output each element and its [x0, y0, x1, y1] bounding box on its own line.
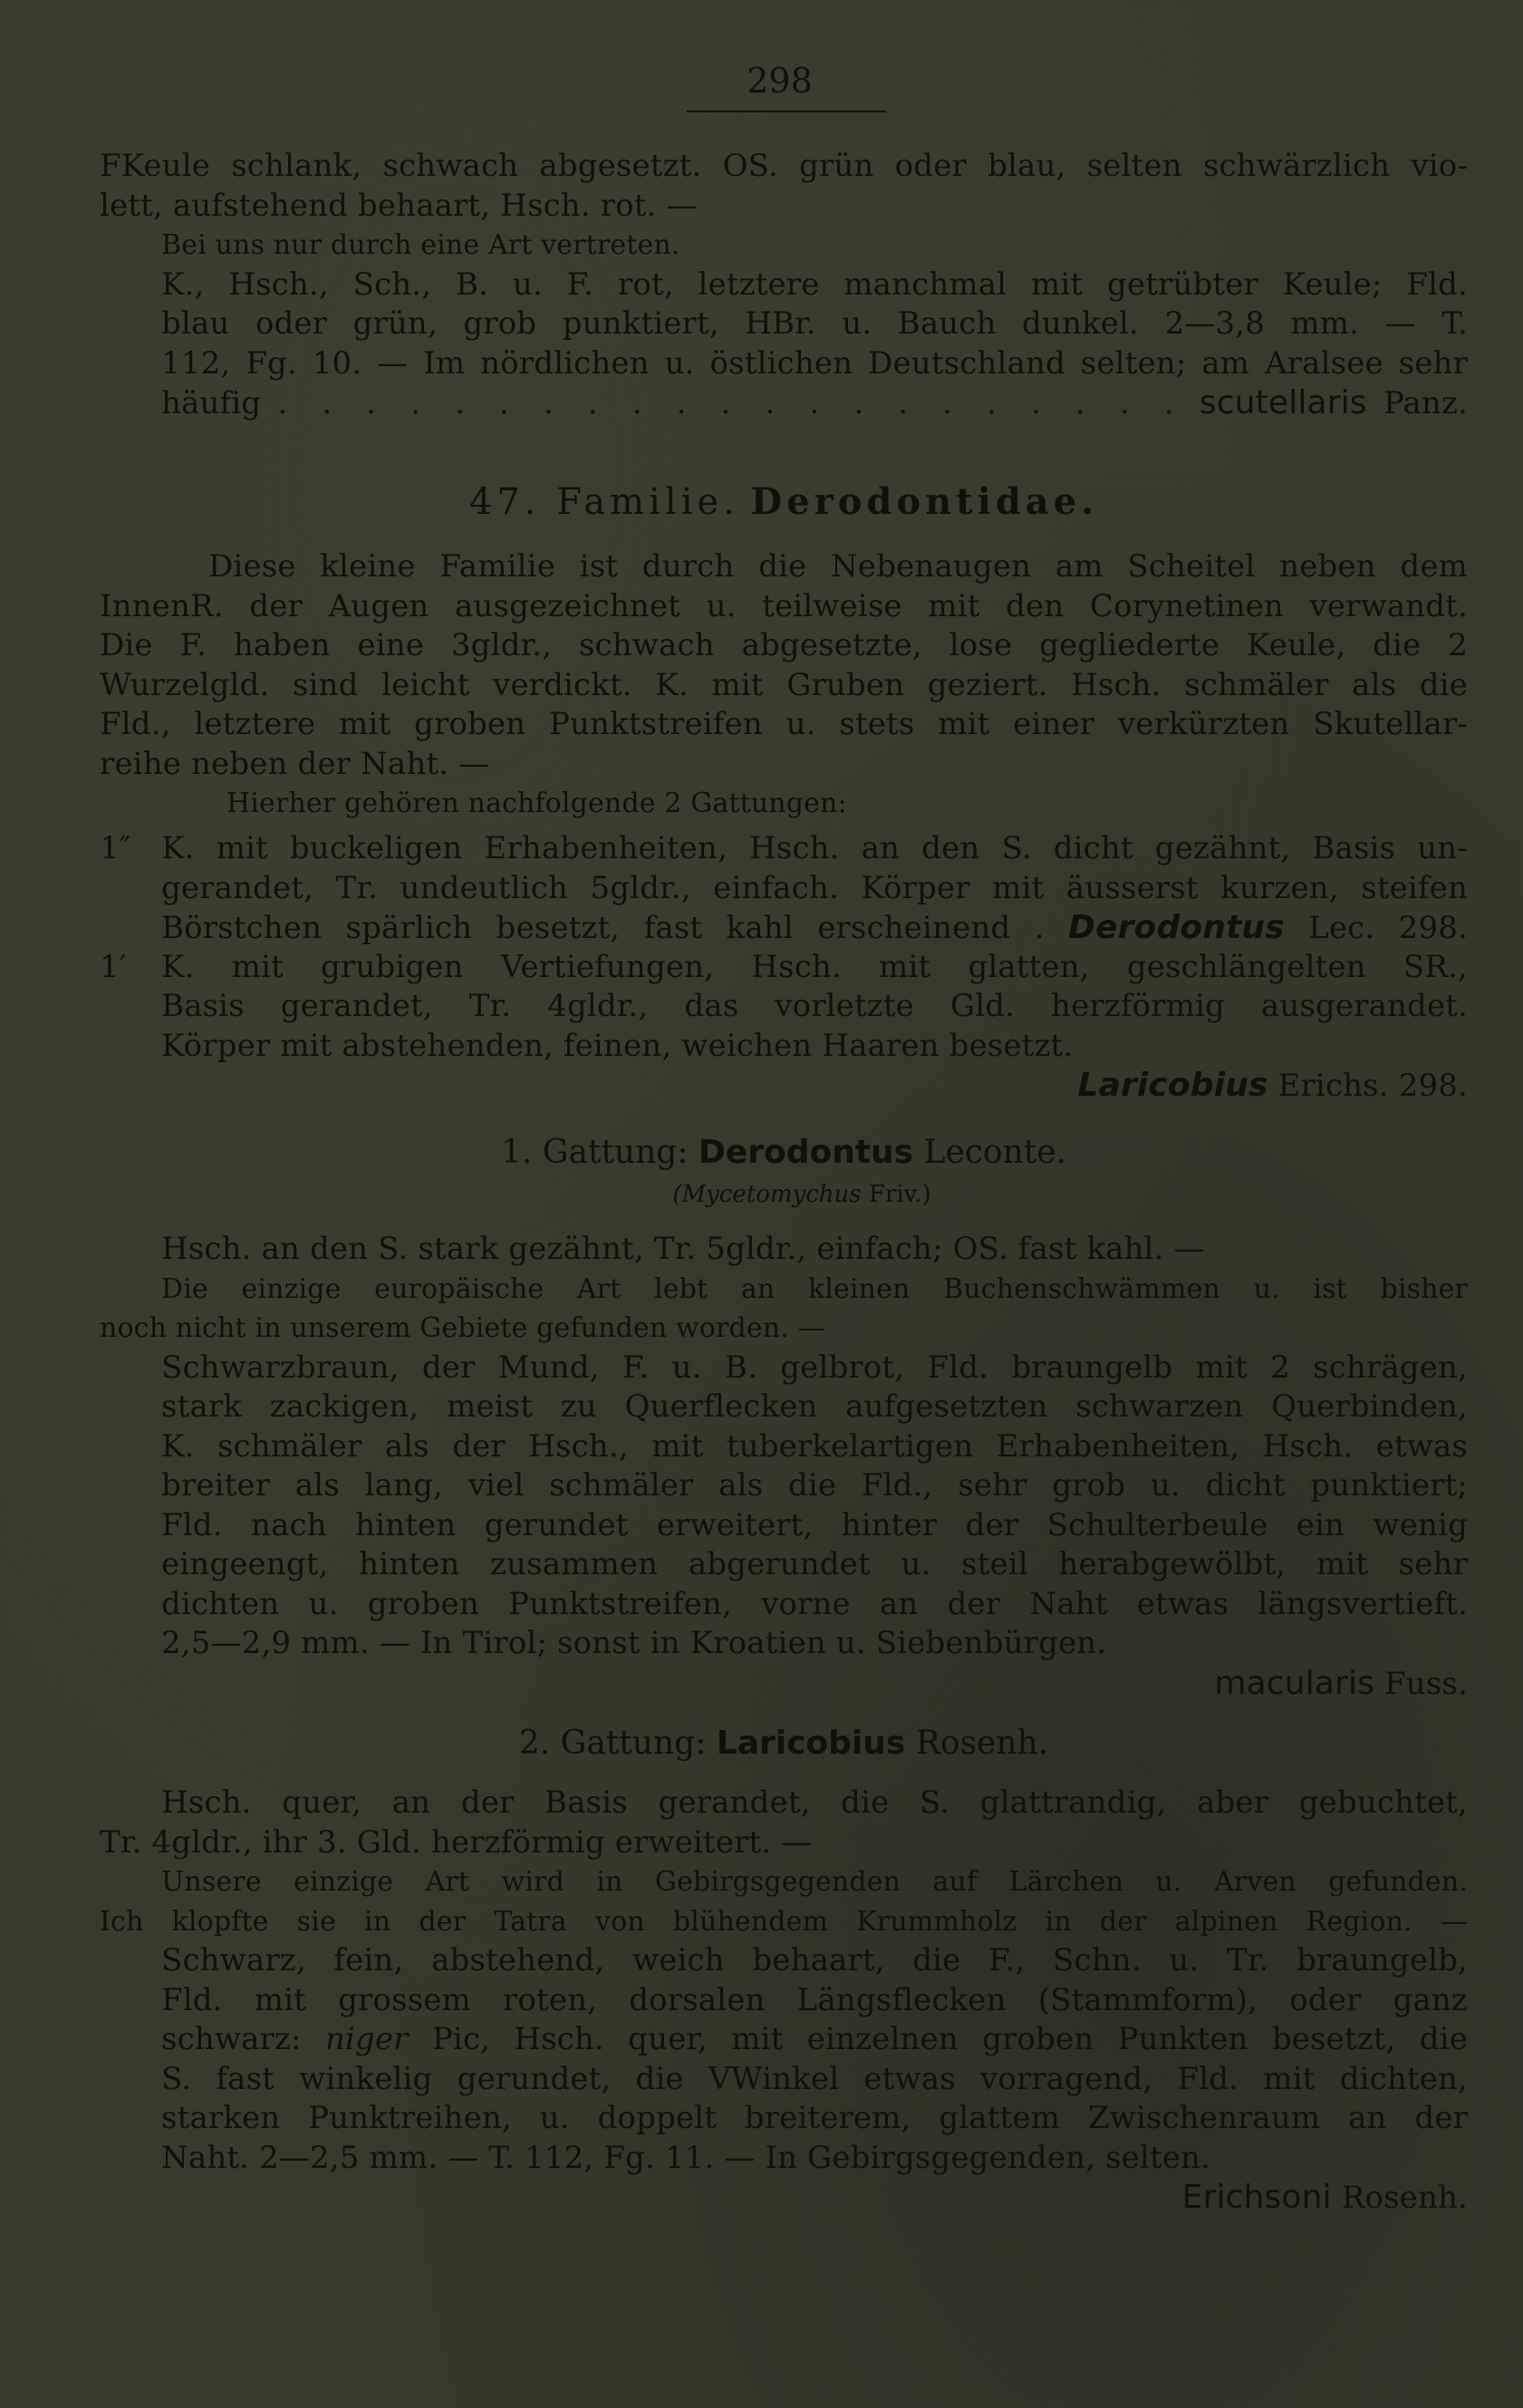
text-line: K., Hsch., Sch., B. u. F. rot, letztere manchmal mit getrübter Keule; Fld. [161, 266, 1468, 303]
genus-title: Laricobius [716, 1725, 906, 1762]
leader-dots: . . . . . . . . . . . . . . . . . . . . . [277, 385, 1183, 421]
text-line: 2,5—2,9 mm. — In Tirol; sonst in Kroatien u. Siebenbürgen. [161, 1625, 1107, 1661]
family-number: 47. Familie. [468, 481, 739, 523]
species-author: Fuss. [1384, 1665, 1468, 1702]
text-fragment: Börstchen spärlich besetzt, fast kahl erscheinend . [161, 910, 1045, 946]
text-line: breiter als lang, viel schmäler als die Fld., sehr grob u. dicht punktiert; [161, 1467, 1468, 1504]
text-fragment: Pic, Hsch. quer, mit einzelnen groben Punkten besetzt, die [431, 2021, 1469, 2057]
species-name: macularis [1214, 1664, 1375, 1702]
family-heading [100, 468, 1468, 537]
text-line: Die einzige europäische Art lebt an kleinen Buchenschwämmen u. ist bisher [161, 1272, 1468, 1305]
species-line [100, 1664, 1468, 1704]
text-line: Bei uns nur durch eine Art vertreten. [161, 229, 680, 261]
genus-name: Laricobius [1077, 1067, 1268, 1104]
genus-author: Leconte. [923, 1134, 1067, 1171]
text-line: Ich klopfte sie in der Tatra von blühendem Krummholz in der alpinen Region. — [100, 1905, 1468, 1938]
genus-title: Derodontus [698, 1134, 914, 1171]
text-line: Schwarzbraun, der Mund, F. u. B. gelbrot, Fld. braungelb mit 2 schrägen, [161, 1349, 1468, 1386]
family-name: Derodontidae. [750, 480, 1099, 523]
synonym-author: Friv.) [868, 1181, 931, 1208]
text-line: noch nicht in unserem Gebiete gefunden worden. — [100, 1312, 825, 1344]
text-line: Hsch. quer, an der Basis gerandet, die S. glattrandig, aber gebuchtet, [161, 1784, 1468, 1821]
key-marker: 1″ [100, 830, 131, 866]
genus-number: 1. Gattung: [500, 1134, 689, 1171]
key-result-line [161, 908, 1468, 948]
text-line: K. mit grubigen Vertiefungen, Hsch. mit glatten, geschlängelten SR., [161, 948, 1468, 985]
species-author: Rosenh. [1341, 2180, 1468, 2216]
key-marker: 1′ [100, 948, 127, 985]
key-couplet-1 [100, 829, 1468, 948]
text-line: FKeule schlank, schwach abgesetzt. OS. grün oder blau, selten schwärzlich vio- [100, 148, 1468, 184]
genus-author: Rosenh. [915, 1725, 1049, 1762]
species-line [100, 2178, 1468, 2218]
text-line: Unsere einzige Art wird in Gebirgsgegenden auf Lärchen u. Arven gefunden. [161, 1866, 1468, 1898]
text-line: Fld. nach hinten gerundet erweitert, hinter der Schulterbeule ein wenig [161, 1506, 1468, 1543]
key-result-line [161, 1066, 1468, 1106]
text-line: Schwarz, fein, abstehend, weich behaart, die F., Schn. u. Tr. braungelb, [161, 1942, 1468, 1978]
text-line: Körper mit abstehenden, feinen, weichen Haaren besetzt. [161, 1027, 1074, 1064]
text-line: 112, Fg. 10. — Im nördlichen u. östlichen Deutschland selten; am Aralsee sehr [161, 344, 1468, 382]
genus-number: 2. Gattung: [518, 1725, 707, 1762]
genus-reference: Erichs. 298. [1277, 1068, 1468, 1104]
synonym-name: (Mycetomychus [672, 1181, 862, 1208]
text-line: S. fast winkelig gerundet, die VWinkel etwas vorragend, Fld. mit dichten, [161, 2060, 1468, 2097]
text-line: Basis gerandet, Tr. 4gldr., das vorletzte Gld. herzförmig ausgerandet. [161, 988, 1468, 1024]
text-line: dichten u. groben Punktstreifen, vorne an der Naht etwas längsvertieft. [161, 1585, 1468, 1622]
key-couplet-2 [100, 948, 1468, 1106]
species-name: Erichsoni [1181, 2179, 1332, 2216]
text-line: stark zackigen, meist zu Querflecken aufgesetzten schwarzen Querbinden, [161, 1388, 1468, 1425]
text-line: Hsch. an den S. stark gezähnt, Tr. 5gldr., einfach; OS. fast kahl. — [161, 1231, 1205, 1267]
text-line: Die F. haben eine 3gldr., schwach abgesetzte, lose gegliederte Keule, die 2 [100, 627, 1468, 663]
text-fragment: häufig [161, 385, 262, 421]
variety-name: niger [324, 2021, 409, 2057]
species-author: Panz. [1383, 385, 1468, 421]
text-line: blau oder grün, grob punktiert, HBr. u. Bauch dunkel. 2—3,8 mm. — T. [161, 305, 1468, 342]
genus-reference: Lec. 298. [1308, 910, 1468, 946]
genus-heading [100, 1715, 1468, 1773]
text-line: starken Punktreihen, u. doppelt breiterem, glattem Zwischenraum an der [161, 2100, 1468, 2136]
text-line: Tr. 4gldr., ihr 3. Gld. herzförmig erweitert. — [100, 1823, 813, 1861]
text-line: Wurzelgld. sind leicht verdickt. K. mit Gruben geziert. Hsch. schmäler als die [100, 666, 1468, 703]
genus-description [100, 1230, 1468, 1703]
text-line: gerandet, Tr. undeutlich 5gldr., einfach. Körper mit äusserst kurzen, steifen [161, 869, 1468, 906]
text-line: K. mit buckeligen Erhabenheiten, Hsch. an den S. dicht gezähnt, Basis un- [161, 830, 1468, 866]
species-line [161, 383, 1468, 423]
text-line: lett, aufstehend behaart, Hsch. rot. — [100, 187, 698, 224]
text-line: eingeengt, hinten zusammen abgerundet u. steil herabgewölbt, mit sehr [161, 1546, 1468, 1582]
genus-heading [100, 1124, 1468, 1182]
genus-description [100, 1784, 1468, 2218]
text-line: InnenR. der Augen ausgezeichnet u. teilweise mit den Corynetinen verwandt. [100, 587, 1468, 624]
species-name: scutellaris [1199, 384, 1367, 421]
text-line: Fld., letztere mit groben Punktstreifen u. stets mit einer verkürzten Skutellar- [100, 706, 1468, 742]
genus-key [100, 829, 1468, 1106]
text-line-with-variety [161, 2020, 1468, 2060]
text-line: reihe neben der Naht. — [100, 745, 490, 782]
text-line: Fld. mit grossem roten, dorsalen Längsflecken (Stammform), oder ganz [161, 1981, 1468, 2018]
text-fragment: schwarz: [161, 2021, 302, 2057]
page-number: 298 [747, 61, 813, 101]
continued-entry [100, 147, 1468, 423]
genus-synonym [100, 1178, 1486, 1211]
text-line: K. schmäler als der Hsch., mit tuberkelartigen Erhabenheiten, Hsch. etwas [161, 1427, 1468, 1465]
text-line: Hierher gehören nachfolgende 2 Gattungen: [227, 788, 847, 819]
text-line: Naht. 2—2,5 mm. — T. 112, Fg. 11. — In Gebirgsgegenden, selten. [161, 2139, 1211, 2176]
family-intro [100, 547, 1468, 824]
genus-name: Derodontus [1068, 909, 1285, 946]
page-number-rule [687, 111, 886, 112]
text-line: Diese kleine Familie ist durch die Nebenaugen am Scheitel neben dem [208, 548, 1468, 585]
